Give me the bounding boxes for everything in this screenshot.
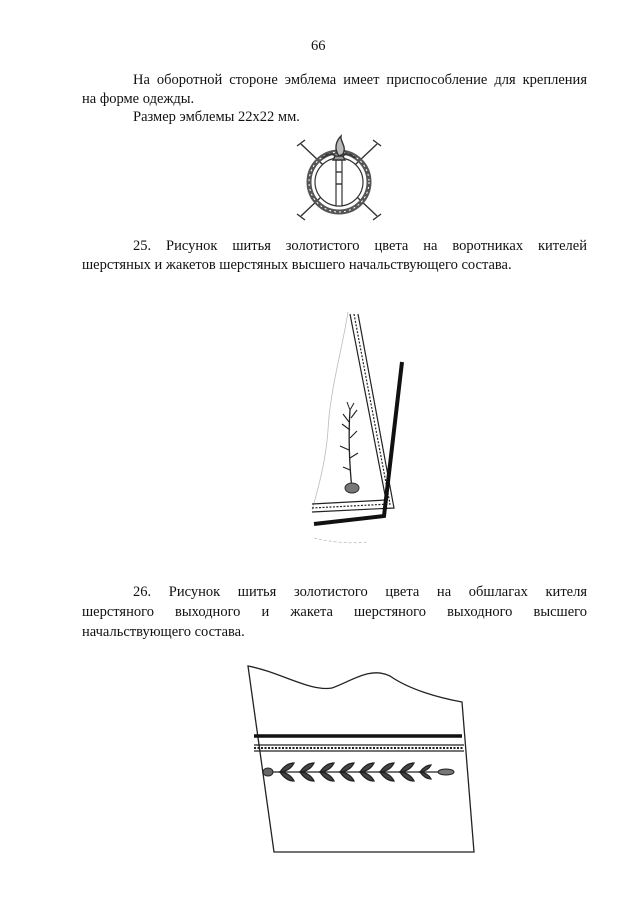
emblem-icon — [293, 132, 385, 224]
cuff-embroidery-drawing — [240, 662, 480, 862]
item-26-line1: 26. Рисунок шитья золотистого цвета на обшлагах кителя — [133, 584, 587, 600]
page-number: 66 — [311, 38, 326, 54]
item-25-line1: 25. Рисунок шитья золотистого цвета на воротниках кителей — [133, 238, 587, 254]
paragraph-attachment-line1: На оборотной стороне эмблема имеет приспособление для крепления — [133, 72, 587, 88]
item-26-line2: шерстяного выходного и жакета шерстяного выходного высшего — [82, 604, 587, 620]
paragraph-emblem-size: Размер эмблемы 22х22 мм. — [133, 109, 300, 125]
item-25-line2: шерстяных и жакетов шерстяных высшего начальствующего состава. — [82, 257, 512, 273]
item-26-line3: начальствующего состава. — [82, 624, 245, 640]
collar-embroidery-drawing — [290, 310, 420, 550]
paragraph-attachment-line2: на форме одежды. — [82, 91, 195, 107]
